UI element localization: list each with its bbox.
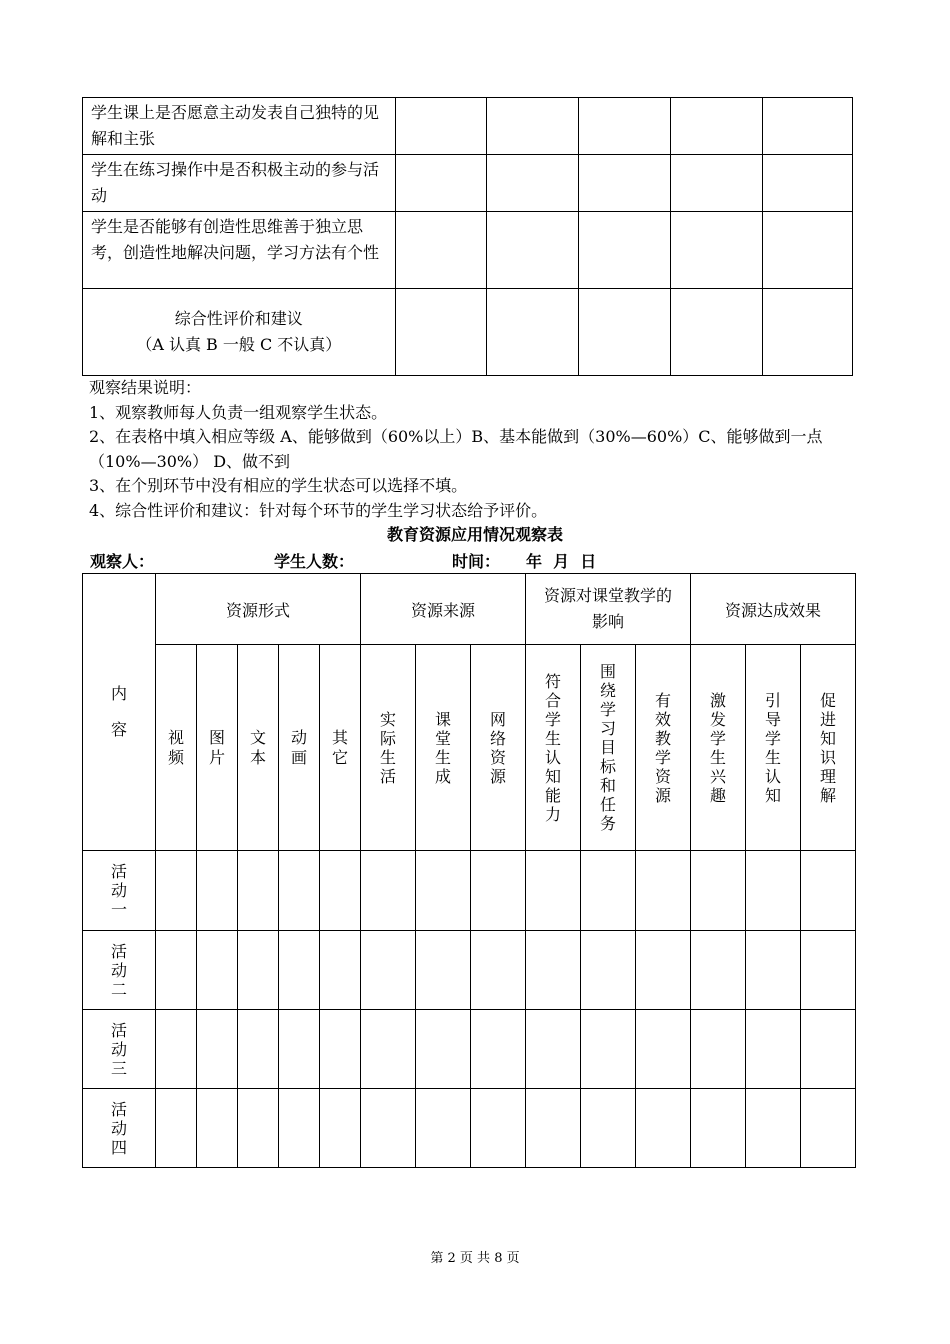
page-footer: 第 2 页 共 8 页 [430,1251,520,1266]
column-header: 引导学生认知 [746,645,801,851]
data-cell [197,851,238,931]
data-cell [471,1089,526,1168]
data-cell [279,1089,320,1168]
data-cell [691,1089,746,1168]
data-cell [238,1010,279,1089]
criterion-cell: 学生是否能够有创造性思维善于独立思考，创造性地解决问题，学习方法有个性 [83,212,396,289]
content-header-cell [83,574,156,851]
rating-cell [395,289,487,376]
data-cell [581,1010,636,1089]
data-cell [238,931,279,1010]
data-cell [197,1089,238,1168]
data-cell [471,851,526,931]
rating-cell [395,155,487,212]
group-header: 资源形式 [156,574,361,645]
rating-cell [487,212,579,289]
data-cell [279,1010,320,1089]
observation-notes [89,376,869,523]
data-cell [197,931,238,1010]
data-cell [636,1010,691,1089]
column-header: 符合学生认知能力 [526,645,581,851]
data-cell [156,1089,197,1168]
data-cell [320,851,361,931]
data-cell [526,1010,581,1089]
data-cell [361,1089,416,1168]
note-item: 2、在表格中填入相应等级 A、能够做到（60%以上）B、基本能做到（30%—60%）C、能够做到一点（10%—30%） D、做不到 [89,427,823,471]
data-cell [238,1089,279,1168]
data-cell [746,1010,801,1089]
data-cell [320,1089,361,1168]
rating-cell [671,98,763,155]
rating-cell [487,155,579,212]
criterion-cell: 学生课上是否愿意主动发表自己独特的见解和主张 [83,98,396,155]
rating-cell [671,212,763,289]
activity-label: 活动三 [111,1020,128,1078]
data-cell [471,1010,526,1089]
column-header: 实际生活 [361,645,416,851]
data-cell [320,1010,361,1089]
data-cell [526,851,581,931]
data-cell [691,851,746,931]
column-header: 有效教学资源 [636,645,691,851]
data-cell [279,931,320,1010]
data-cell [320,931,361,1010]
note-item: 4、综合性评价和建议：针对每个环节的学生学习状态给予评价。 [89,500,548,520]
rating-cell [395,98,487,155]
date-label: 年 月 日 [526,552,597,571]
data-cell [801,851,856,931]
data-cell [746,931,801,1010]
resource-usage-table [82,573,856,1168]
summary-label-cell [83,289,396,376]
observer-label: 观察人： [90,552,155,571]
rating-cell [763,98,853,155]
data-cell [746,851,801,931]
column-header: 网络资源 [471,645,526,851]
rating-cell [763,212,853,289]
data-cell [746,1089,801,1168]
data-cell [361,931,416,1010]
note-item: 1、观察教师每人负责一组观察学生状态。 [89,402,388,422]
rating-cell [763,155,853,212]
data-cell [801,931,856,1010]
rating-cell [671,289,763,376]
rating-cell [763,289,853,376]
data-cell [416,1010,471,1089]
column-header: 动画 [279,645,320,851]
activity-label: 活动四 [111,1099,128,1157]
rating-cell [671,155,763,212]
data-cell [526,1089,581,1168]
group-header: 资源达成效果 [691,574,856,645]
data-cell [197,1010,238,1089]
data-cell [691,1010,746,1089]
data-cell [279,851,320,931]
rating-cell [579,98,671,155]
time-label: 时间： [452,552,501,571]
data-cell [416,1089,471,1168]
note-item: 3、在个别环节中没有相应的学生状态可以选择不填。 [89,476,468,495]
data-cell [238,851,279,931]
activity-label: 活动一 [111,862,128,919]
activity-label-cell [83,931,156,1010]
column-header: 课堂生成 [416,645,471,851]
column-header: 图片 [197,645,238,851]
criterion-cell: 学生在练习操作中是否积极主动的参与活动 [83,155,396,212]
data-cell [801,1010,856,1089]
group-header: 资源来源 [361,574,526,645]
column-header: 激发学生兴趣 [691,645,746,851]
content-header: 内容 [111,684,128,739]
group-header: 资源对课堂教学的影响 [526,574,691,645]
student-count-label: 学生人数： [274,552,355,571]
column-header: 视频 [156,645,197,851]
data-cell [471,931,526,1010]
data-cell [156,1010,197,1089]
column-header: 文本 [238,645,279,851]
column-header: 其它 [320,645,361,851]
data-cell [801,1089,856,1168]
data-cell [636,1089,691,1168]
column-header: 围绕学习目标和任务 [581,645,636,851]
notes-heading: 观察结果说明： [89,378,202,397]
rating-cell [487,289,579,376]
data-cell [416,931,471,1010]
summary-scale: （A 认真 B 一般 C 不认真） [136,335,342,354]
data-cell [581,931,636,1010]
activity-label-cell [83,1089,156,1168]
rating-cell [395,212,487,289]
data-cell [581,851,636,931]
column-header: 促进知识理解 [801,645,856,851]
data-cell [636,931,691,1010]
data-cell [691,931,746,1010]
data-cell [581,1089,636,1168]
rating-cell [579,289,671,376]
student-state-table [82,97,853,376]
data-cell [361,1010,416,1089]
data-cell [361,851,416,931]
data-cell [636,851,691,931]
activity-label-cell [83,1010,156,1089]
data-cell [156,851,197,931]
data-cell [156,931,197,1010]
summary-title: 综合性评价和建议 [174,309,303,328]
activity-label-cell [83,851,156,931]
rating-cell [579,212,671,289]
activity-label: 活动二 [111,941,128,999]
data-cell [416,851,471,931]
resource-table-title: 教育资源应用情况观察表 [386,525,563,544]
data-cell [526,931,581,1010]
rating-cell [487,98,579,155]
rating-cell [579,155,671,212]
